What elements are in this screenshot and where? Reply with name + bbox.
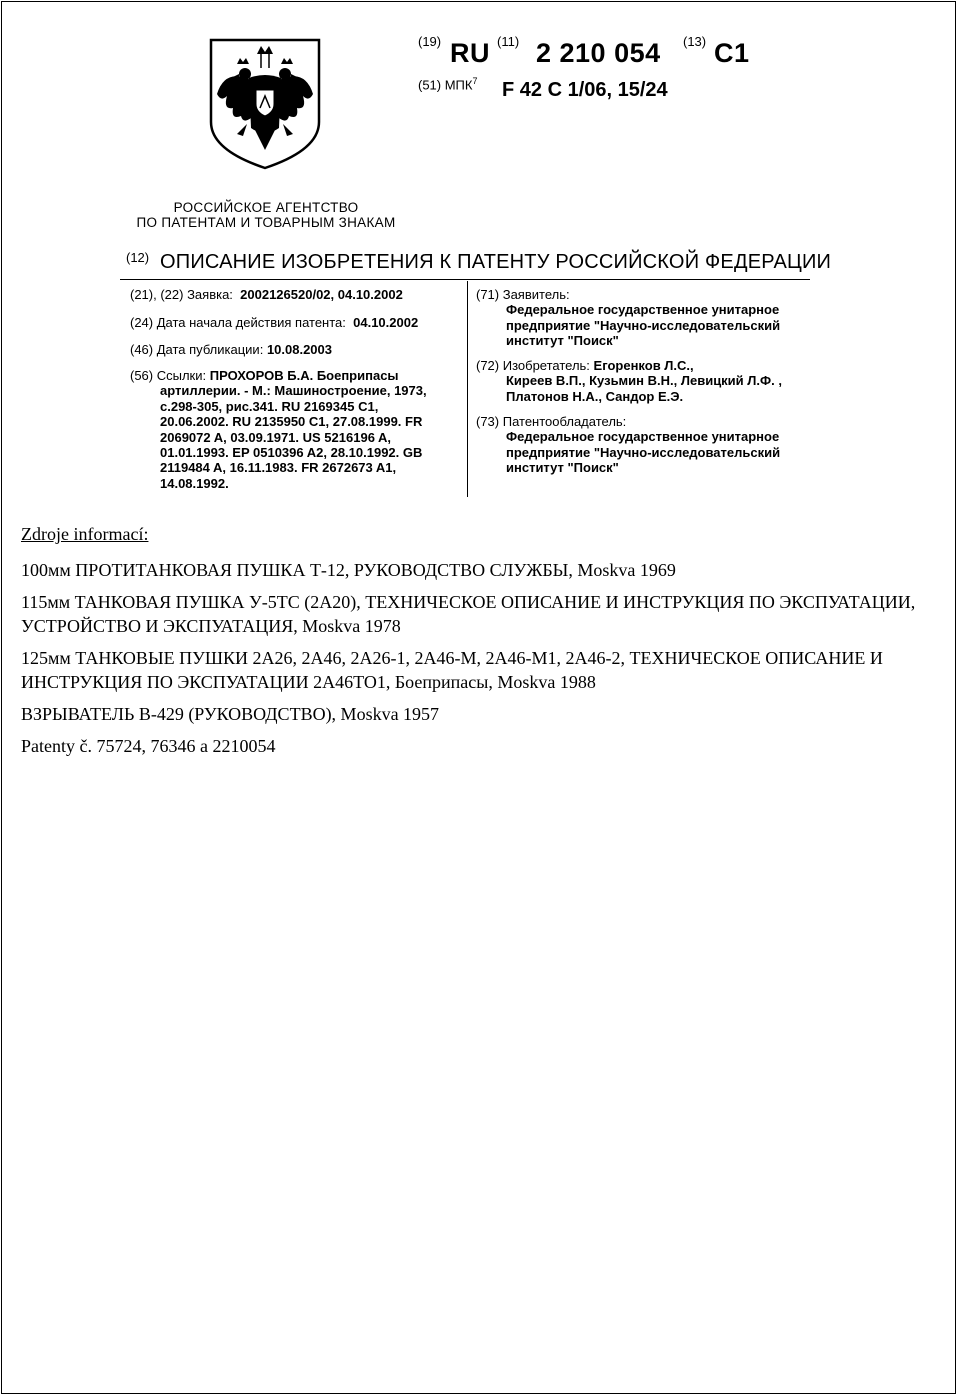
sources-section [21,524,941,766]
column-divider [467,281,468,497]
applicant-field: (71) Заявитель: Федеральное государственное унитарное предприятие "Научно-исследовательский институт "Поиск" [476,287,781,349]
source-item: 115мм ТАНКОВАЯ ПУШКА У-5ТС (2А20), ТЕХНИЧЕСКОЕ ОПИСАНИЕ И ИНСТРУКЦИЯ ПО ЭКСПУАТАЦИИ, УСТРОЙСТВО И ЭКСПУАТАЦИЯ, Moskva 1978 [21,592,916,636]
code-19: (19) [418,34,442,49]
source-item: 125мм ТАНКОВЫЕ ПУШКИ 2А26, 2А46, 2А26-1, 2А46-М, 2А46-М1, 2А46-2, ТЕХНИЧЕСКОЕ ОПИСАНИЕ И ИНСТРУКЦИЯ ПО ЭКСПУАТАЦИИ 2А46ТО1, Боеприпасы, Moskva 1988 [21,648,883,692]
start-date-field: (24) Дата начала действия патента: 04.10.2002 [130,315,419,330]
title-code: (12) [126,250,150,265]
divider [120,279,810,280]
patent-holder-field: (73) Патентообладатель: Федеральное государственное унитарное предприятие "Научно-исследовательский институт "Поиск" [476,414,781,476]
classification: F 42 C 1/06, 15/24 [502,79,668,101]
inventors-field: (72) Изобретатель: Егоренков Л.С., Киреев В.П., Кузьмин В.Н., Левицкий Л.Ф. , Платонов Н.А., Сандор Е.Э. [476,358,782,404]
mpk-label: (51) МПК$^7$ [418,76,478,93]
references-field: (56) Ссылки: ПРОХОРОВ Б.А. Боеприпасы артиллерии. - М.: Машиностроение, 1973, с.298-305, рис.341. RU 2169345 C1, 20.06.2002. RU 2135950 C1, 27.08.1999. FR 2069072 A, 03.09.1971. US 5216196 A, 01.01.1993. EP 0510396 A2, 28.10.1992. GB 2119484 A, 16.11.1983. FR 2672673 A1, 14.08.1992. [130,368,427,491]
source-item: Patenty č. 75724, 76346 a 2210054 [21,736,276,756]
country-code: RU [450,38,490,68]
code-13: (13) [683,34,707,49]
publication-date-field: (46) Дата публикации: 10.08.2003 [130,342,333,357]
russian-coat-of-arms-icon [207,38,323,170]
code-11: (11) [497,34,520,49]
patent-number: 2 210 054 [536,38,661,68]
document-title: ОПИСАНИЕ ИЗОБРЕТЕНИЯ К ПАТЕНТУ РОССИЙСКОЙ ФЕДЕРАЦИИ [160,251,832,273]
source-item: 100мм ПРОТИТАНКОВАЯ ПУШКА Т-12, РУКОВОДСТВО СЛУЖБЫ, Moskva 1969 [21,560,676,580]
application-field: (21), (22) Заявка: 2002126520/02, 04.10.2002 [130,287,403,302]
patent-kind: C1 [714,38,750,68]
agency-name: РОССИЙСКОЕ АГЕНТСТВО ПО ПАТЕНТАМ И ТОВАРНЫМ ЗНАКАМ [136,200,396,230]
source-item: ВЗРЫВАТЕЛЬ В-429 (РУКОВОДСТВО), Moskva 1957 [21,704,440,724]
sources-heading: Zdroje informací: [21,524,149,544]
